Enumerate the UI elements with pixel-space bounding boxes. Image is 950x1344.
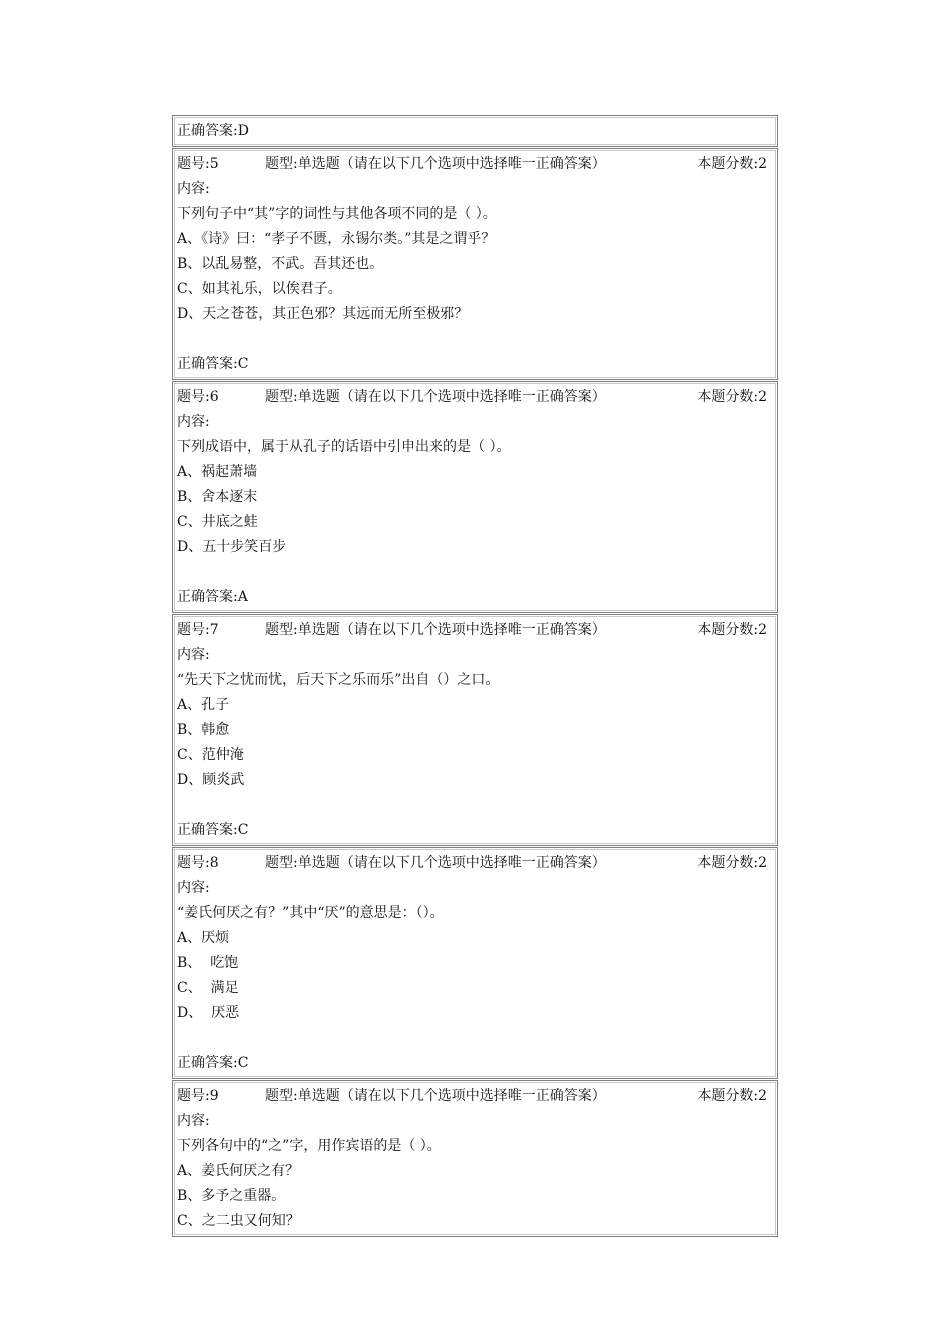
correct-answer: 正确答案:C — [177, 1055, 249, 1071]
content-label: 内容: — [177, 414, 210, 430]
question-score: 本题分数:2 — [697, 156, 767, 172]
blank-line — [177, 327, 773, 352]
question-type: 题型:单选题（请在以下几个选项中选择唯一正确答案） — [265, 622, 606, 638]
question-block-5 — [172, 148, 778, 380]
option-d: D、 厌恶 — [177, 1005, 240, 1021]
question-number: 题号:6 — [177, 389, 219, 405]
option-d: D、五十步笑百步 — [177, 539, 287, 555]
option-d: D、顾炎武 — [177, 772, 245, 788]
question-type: 题型:单选题（请在以下几个选项中选择唯一正确答案） — [265, 389, 606, 405]
option-c: C、之二虫又何知？ — [177, 1213, 300, 1229]
question-block-6 — [172, 381, 778, 613]
option-b: B、韩愈 — [177, 722, 230, 738]
question-text: “先天下之忧而忧，后天下之乐而乐”出自（）之口。 — [177, 672, 500, 688]
question-type: 题型:单选题（请在以下几个选项中选择唯一正确答案） — [265, 855, 606, 871]
question-type: 题型:单选题（请在以下几个选项中选择唯一正确答案） — [265, 1088, 606, 1104]
question-number: 题号:8 — [177, 855, 219, 871]
content-label: 内容: — [177, 647, 210, 663]
blank-line — [177, 1026, 773, 1051]
option-a: A、厌烦 — [177, 930, 230, 946]
question-type: 题型:单选题（请在以下几个选项中选择唯一正确答案） — [265, 156, 606, 172]
question-header — [177, 152, 773, 177]
question-number: 题号:7 — [177, 622, 219, 638]
question-text: 下列句子中“其”字的词性与其他各项不同的是（ ）。 — [177, 206, 497, 222]
question-block-4-tail — [172, 115, 778, 147]
question-block-7 — [172, 614, 778, 846]
question-score: 本题分数:2 — [697, 855, 767, 871]
question-header — [177, 385, 773, 410]
question-number: 题号:9 — [177, 1088, 219, 1104]
blank-line — [177, 560, 773, 585]
option-d: D、天之苍苍，其正色邪？其远而无所至极邪？ — [177, 306, 469, 322]
question-header — [177, 851, 773, 876]
exam-sheet — [172, 115, 778, 1238]
option-c: C、如其礼乐，以俟君子。 — [177, 281, 342, 297]
question-block-8 — [172, 847, 778, 1079]
option-a: A、姜氏何厌之有？ — [177, 1163, 300, 1179]
content-label: 内容: — [177, 181, 210, 197]
option-b: B、以乱易整，不武。吾其还也。 — [177, 256, 384, 272]
correct-answer: 正确答案:C — [177, 822, 249, 838]
question-block-9 — [172, 1080, 778, 1237]
question-text: 下列各句中的“之”字，用作宾语的是（ ）。 — [177, 1138, 441, 1154]
question-score: 本题分数:2 — [697, 1088, 767, 1104]
option-a: A、祸起萧墙 — [177, 464, 258, 480]
correct-answer: 正确答案:A — [177, 589, 248, 605]
option-b: B、 吃饱 — [177, 955, 239, 971]
question-header — [177, 618, 773, 643]
question-text: 下列成语中，属于从孔子的话语中引申出来的是（ ）。 — [177, 439, 511, 455]
option-a: A、《诗》曰：“孝子不匮，永锡尔类。”其是之谓乎？ — [177, 231, 496, 247]
option-b: B、舍本逐末 — [177, 489, 258, 505]
question-score: 本题分数:2 — [697, 622, 767, 638]
question-text: “姜氏何厌之有？”其中“厌”的意思是：（）。 — [177, 905, 444, 921]
question-header — [177, 1084, 773, 1109]
question-number: 题号:5 — [177, 156, 219, 172]
option-b: B、多予之重器。 — [177, 1188, 286, 1204]
blank-line — [177, 793, 773, 818]
correct-answer: 正确答案:D — [177, 123, 249, 139]
option-c: C、 满足 — [177, 980, 239, 996]
correct-answer: 正确答案:C — [177, 356, 249, 372]
option-a: A、孔子 — [177, 697, 230, 713]
question-score: 本题分数:2 — [697, 389, 767, 405]
content-label: 内容: — [177, 880, 210, 896]
content-label: 内容: — [177, 1113, 210, 1129]
option-c: C、范仲淹 — [177, 747, 244, 763]
option-c: C、井底之蛙 — [177, 514, 258, 530]
